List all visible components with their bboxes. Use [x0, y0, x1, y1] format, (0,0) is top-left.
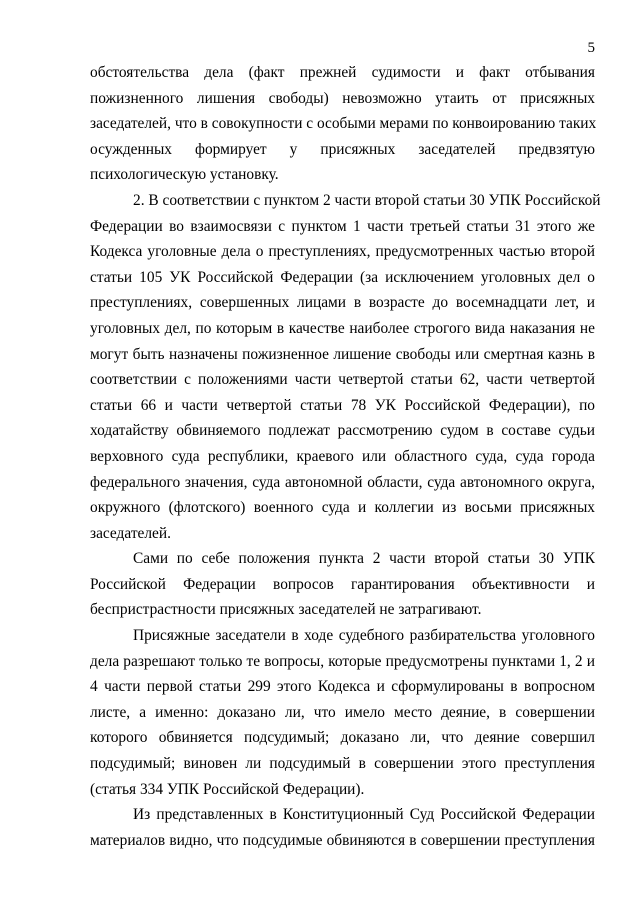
text-line: могут быть назначены пожизненное лишение свободы или смертная казнь в [90, 345, 595, 363]
text-line: статьи 66 и части четвертой статьи 78 УК Российской Федерации), по [90, 396, 595, 414]
text-line: Сами по себе положения пункта 2 части второй статьи 30 УПК [133, 550, 595, 568]
text-line: дела разрешают только те вопросы, которые предусмотрены пунктами 1, 2 и [90, 652, 595, 670]
paragraph-5 [90, 802, 595, 853]
text-line: статьи 105 УК Российской Федерации (за исключением уголовных дел о [90, 268, 595, 286]
page-number: 5 [587, 40, 595, 56]
text-line: преступлениях, совершенных лицами в возрасте до восемнадцати лет, и [90, 294, 595, 312]
text-line: Федерации во взаимосвязи с пунктом 1 части третьей статьи 31 этого же [90, 217, 595, 235]
text-line: ходатайству обвиняемого подлежат рассмотрению судом в составе судьи [90, 422, 595, 440]
paragraph-2 [90, 188, 601, 546]
text-line: 2. В соответствии с пунктом 2 части второй статьи 30 УПК Российской [133, 191, 601, 209]
text-line: соответствии с положениями части четвертой статьи 62, части четвертой [90, 371, 595, 389]
text-line: которого обвиняется подсудимый; доказано ли, что деяние совершил [90, 729, 595, 747]
text-line: психологическую установку. [90, 166, 279, 184]
text-line: (статья 334 УПК Российской Федерации). [90, 780, 365, 798]
text-line: листе, а именно: доказано ли, что имело место деяние, в совершении [90, 703, 595, 721]
text-line: федерального значения, суда автономной области, суда автономного округа, [90, 473, 595, 491]
paragraph-3 [90, 546, 595, 623]
text-line: беспристрастности присяжных заседателей не затрагивают. [90, 601, 482, 619]
text-line: Кодекса уголовные дела о преступлениях, предусмотренных частью второй [90, 243, 595, 261]
text-line: пожизненного лишения свободы) невозможно утаить от присяжных [90, 89, 595, 107]
text-line: обстоятельства дела (факт прежней судимости и факт отбывания [90, 64, 595, 81]
text-line: окружного (флотского) военного суда и коллегии из восьми присяжных [90, 499, 595, 517]
paragraph-1 [90, 60, 595, 188]
document-body [90, 60, 601, 853]
paragraph-4 [90, 623, 595, 802]
text-line: 4 части первой статьи 299 этого Кодекса и сформулированы в вопросном [90, 678, 595, 696]
text-line: верховного суда республики, краевого или областного суда, суда города [90, 447, 595, 465]
text-line: заседателей. [90, 524, 171, 542]
text-line: уголовных дел, по которым в качестве наиболее строгого вида наказания не [90, 319, 595, 337]
text-line: Российской Федерации вопросов гарантирования объективности и [90, 575, 595, 593]
text-line: материалов видно, что подсудимые обвиняются в совершении преступления [90, 831, 595, 849]
text-line: Из представленных в Конституционный Суд Российской Федерации [133, 806, 595, 824]
text-line: Присяжные заседатели в ходе судебного разбирательства уголовного [133, 627, 595, 645]
text-line: осужденных формирует у присяжных заседателей предвзятую [90, 140, 595, 158]
text-line: заседателей, что в совокупности с особыми мерами по конвоированию таких [90, 115, 597, 133]
text-line: подсудимый; виновен ли подсудимый в совершении этого преступления [90, 755, 595, 773]
